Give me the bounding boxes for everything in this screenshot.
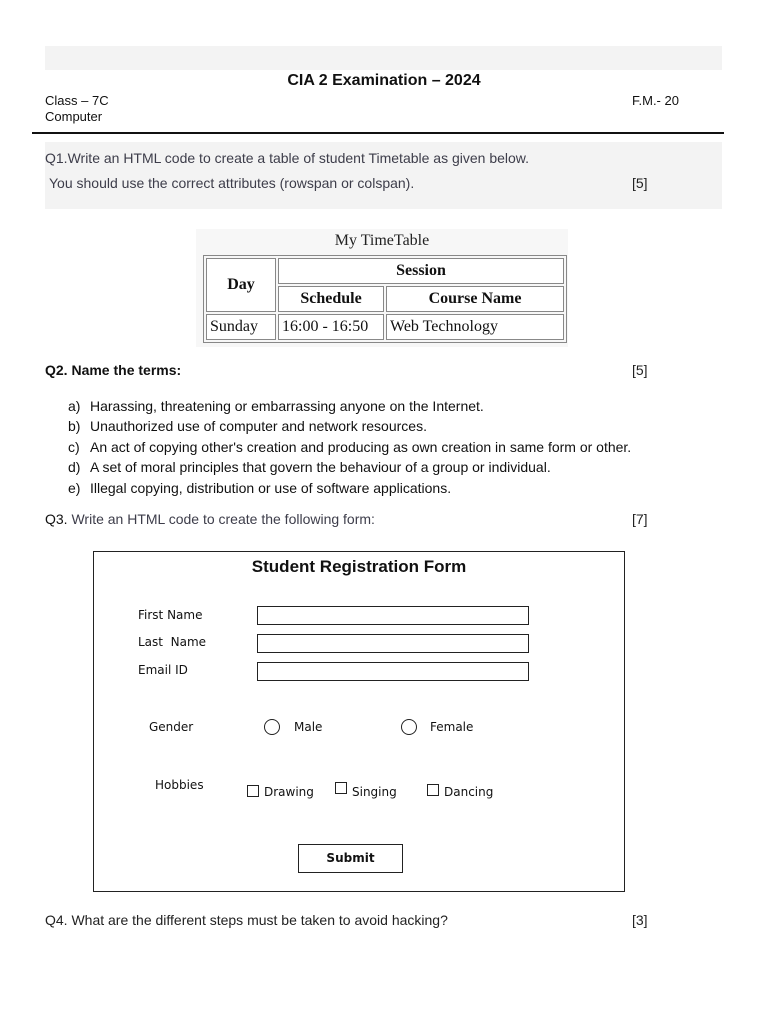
row-course: Web Technology: [386, 314, 564, 340]
q1-line1: Q1.Write an HTML code to create a table of student Timetable as given below.: [45, 150, 530, 166]
female-label: Female: [430, 720, 474, 734]
q2-title: Q2. Name the terms:: [45, 362, 182, 378]
timetable-caption: My TimeTable: [334, 232, 430, 249]
list-item: a) Harassing, threatening or embarrassing anyone on the Internet.: [68, 398, 484, 414]
drawing-checkbox: [247, 785, 259, 797]
timetable-image: [196, 229, 568, 347]
schedule-header: Schedule: [278, 286, 384, 312]
q3-marks: [7]: [632, 511, 648, 527]
first-name-label: First Name: [138, 608, 203, 622]
q2-marks: [5]: [632, 362, 648, 378]
q1-marks: [5]: [632, 175, 648, 191]
gender-label: Gender: [149, 720, 194, 734]
email-field: [257, 662, 529, 681]
email-label: Email ID: [138, 663, 188, 677]
list-item: e) Illegal copying, distribution or use of software applications.: [68, 479, 452, 496]
hobbies-label: Hobbies: [155, 778, 204, 792]
registration-form-image: [93, 551, 625, 892]
row-schedule: 16:00 - 16:50: [278, 314, 384, 340]
day-header: Day: [206, 258, 276, 312]
timetable-table: [203, 255, 567, 343]
male-label: Male: [294, 720, 323, 734]
male-radio: [264, 719, 280, 735]
list-item: d) A set of moral principles that govern the behaviour of a group or individual.: [68, 459, 551, 476]
list-item: c) An act of copying other's creation and producing as own creation in same form or other.: [68, 438, 632, 455]
header-divider: [32, 132, 724, 134]
dancing-checkbox: [427, 784, 439, 796]
drawing-label: Drawing: [264, 785, 314, 799]
dancing-label: Dancing: [444, 785, 494, 799]
class-label: Class – 7C: [45, 93, 109, 108]
q3-question: Q3. Write an HTML code to create the following form:: [45, 511, 375, 527]
full-marks: F.M.- 20: [632, 93, 679, 108]
q2-list: [68, 396, 631, 498]
last-name-label: Last Name: [138, 635, 207, 649]
singing-label: Singing: [352, 785, 397, 799]
exam-title: CIA 2 Examination – 2024: [287, 72, 481, 89]
last-name-field: [257, 634, 529, 653]
singing-checkbox: [335, 782, 347, 794]
subject-label: Computer: [45, 109, 103, 124]
female-radio: [401, 719, 417, 735]
first-name-field: [257, 606, 529, 625]
session-header: Session: [278, 258, 564, 284]
form-title: Student Registration Form: [251, 557, 467, 576]
list-item: b) Unauthorized use of computer and network resources.: [68, 418, 427, 435]
q4-marks: [3]: [632, 912, 648, 928]
submit-button: Submit: [298, 844, 403, 873]
row-day: Sunday: [206, 314, 276, 340]
header-band: [45, 46, 722, 70]
q1-line2: You should use the correct attributes (rowspan or colspan).: [49, 175, 415, 191]
course-header: Course Name: [386, 286, 564, 312]
q4-question: Q4. What are the different steps must be taken to avoid hacking?: [45, 912, 448, 928]
